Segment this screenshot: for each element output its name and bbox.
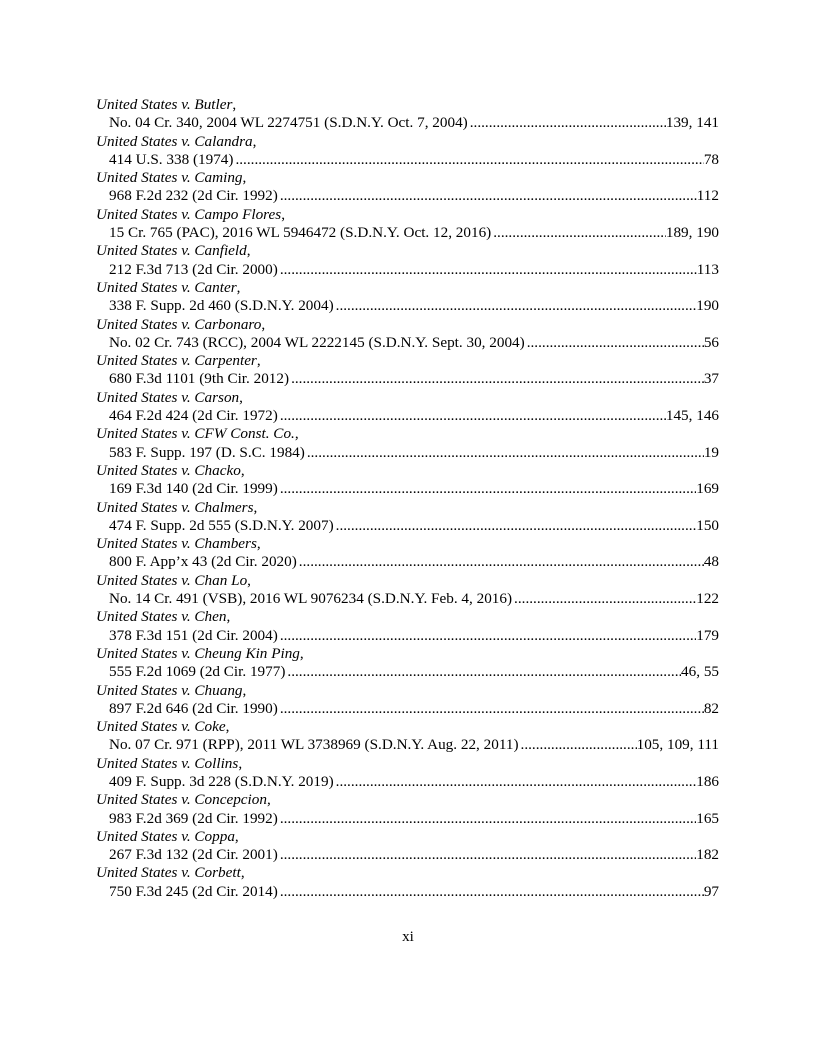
case-name-line — [96, 462, 719, 480]
case-name: United States v. Chen — [96, 608, 227, 626]
case-name-comma: , — [242, 169, 247, 187]
citation-line — [96, 480, 719, 498]
dot-leader — [278, 261, 697, 279]
authority-entry — [96, 242, 719, 279]
authority-entry — [96, 206, 719, 243]
citation: No. 14 Cr. 491 (VSB), 2016 WL 9076234 (S.D.N.Y. Feb. 4, 2016) — [109, 590, 513, 608]
authority-entry — [96, 425, 719, 462]
case-name-line — [96, 535, 719, 553]
page-references: 19 — [703, 443, 719, 461]
citation-line — [96, 444, 719, 462]
case-name: United States v. Calandra — [96, 132, 253, 150]
case-name: United States v. Chalmers — [96, 498, 254, 516]
case-name-comma: , — [239, 388, 243, 406]
citation: 414 U.S. 338 (1974) — [109, 150, 234, 168]
citation: 474 F. Supp. 2d 555 (S.D.N.Y. 2007) — [109, 516, 334, 534]
citation: 409 F. Supp. 3d 228 (S.D.N.Y. 2019) — [109, 772, 334, 790]
citation-line — [96, 846, 719, 864]
case-name-line — [96, 718, 719, 736]
case-name: United States v. Corbett — [96, 864, 241, 882]
citation: 464 F.2d 424 (2d Cir. 1972) — [109, 407, 278, 425]
case-name-comma: , — [238, 754, 243, 772]
dot-leader — [278, 480, 696, 498]
case-name-comma: , — [232, 96, 237, 113]
page-references: 179 — [696, 626, 719, 644]
dot-leader — [285, 663, 681, 681]
authority-entry — [96, 352, 719, 389]
citation-line — [96, 663, 719, 681]
case-name-comma: , — [240, 864, 245, 882]
authority-entry — [96, 864, 719, 901]
dot-leader — [297, 553, 704, 571]
case-name: United States v. Coke — [96, 718, 226, 736]
citation-line — [96, 773, 719, 791]
page-references: 105, 109, 111 — [636, 736, 719, 754]
case-name: United States v. Carson — [96, 388, 240, 406]
dot-leader — [305, 444, 704, 462]
authority-entry — [96, 535, 719, 572]
page-references: 82 — [703, 699, 719, 717]
case-name-comma: , — [234, 827, 239, 845]
page-references: 37 — [703, 370, 719, 388]
page-references: 190 — [696, 297, 719, 315]
case-name: United States v. Campo Flores — [96, 205, 282, 223]
citation: 338 F. Supp. 2d 460 (S.D.N.Y. 2004) — [109, 297, 334, 315]
dot-leader — [512, 590, 696, 608]
citation-line — [96, 883, 719, 901]
case-name-line — [96, 169, 719, 187]
citation-line — [96, 151, 719, 169]
case-name: United States v. Carpenter — [96, 352, 257, 370]
citation: 968 F.2d 232 (2d Cir. 1992) — [109, 187, 278, 205]
case-name-comma: , — [281, 205, 285, 223]
citation: 555 F.2d 1069 (2d Cir. 1977) — [109, 663, 286, 681]
case-name-comma: , — [240, 461, 245, 479]
page-references: 122 — [696, 590, 719, 608]
citation-line — [96, 187, 719, 205]
authority-entry — [96, 645, 719, 682]
authority-entry — [96, 608, 719, 645]
dot-leader — [468, 114, 666, 132]
dot-leader — [278, 700, 704, 718]
case-name-line — [96, 96, 719, 114]
citation-line — [96, 114, 719, 132]
citation: 680 F.3d 1101 (9th Cir. 2012) — [109, 370, 290, 388]
authority-entry — [96, 133, 719, 170]
case-name-line — [96, 572, 719, 590]
citation: 800 F. App’x 43 (2d Cir. 2020) — [109, 553, 297, 571]
dot-leader — [278, 883, 704, 901]
citation-line — [96, 407, 719, 425]
case-name-comma: , — [252, 132, 257, 150]
page-references: 165 — [696, 809, 719, 827]
dot-leader — [491, 224, 666, 242]
page-references: 139, 141 — [665, 114, 719, 132]
citation: 378 F.3d 151 (2d Cir. 2004) — [109, 626, 278, 644]
citation-line — [96, 297, 719, 315]
table-of-authorities — [96, 96, 719, 901]
page-references: 78 — [703, 150, 719, 168]
page-references: 186 — [696, 772, 719, 790]
dot-leader — [525, 334, 704, 352]
authority-entry — [96, 169, 719, 206]
case-name-line — [96, 206, 719, 224]
authority-entry — [96, 791, 719, 828]
dot-leader — [334, 297, 697, 315]
page-references: 169 — [696, 480, 719, 498]
dot-leader — [278, 846, 696, 864]
citation: 983 F.2d 369 (2d Cir. 1992) — [109, 809, 278, 827]
case-name: United States v. Butler — [96, 96, 233, 113]
case-name: United States v. Canfield — [96, 242, 247, 260]
case-name-comma: , — [261, 315, 266, 333]
citation: No. 07 Cr. 971 (RPP), 2011 WL 3738969 (S.D.N.Y. Aug. 22, 2011) — [109, 736, 519, 754]
case-name-line — [96, 425, 719, 443]
case-name-line — [96, 645, 719, 663]
case-name-line — [96, 389, 719, 407]
case-name-line — [96, 608, 719, 626]
authority-entry — [96, 682, 719, 719]
citation: 897 F.2d 646 (2d Cir. 1990) — [109, 699, 278, 717]
case-name-comma: , — [225, 718, 230, 736]
page-references: 182 — [696, 846, 719, 864]
citation: 15 Cr. 765 (PAC), 2016 WL 5946472 (S.D.N.Y. Oct. 12, 2016) — [109, 224, 492, 242]
authority-entry — [96, 279, 719, 316]
citation-line — [96, 590, 719, 608]
case-name-line — [96, 499, 719, 517]
dot-leader — [278, 407, 666, 425]
dot-leader — [233, 151, 703, 169]
citation-line — [96, 224, 719, 242]
case-name: United States v. Canter — [96, 278, 237, 296]
case-name: United States v. Chan Lo — [96, 571, 248, 589]
case-name-line — [96, 352, 719, 370]
citation-line — [96, 517, 719, 535]
page-references: 48 — [703, 553, 719, 571]
citation: 169 F.3d 140 (2d Cir. 1999) — [109, 480, 278, 498]
citation: No. 04 Cr. 340, 2004 WL 2274751 (S.D.N.Y. Oct. 7, 2004) — [109, 114, 468, 132]
case-name: United States v. Chacko — [96, 461, 241, 479]
case-name-comma: , — [247, 571, 251, 589]
authority-entry — [96, 389, 719, 426]
case-name-line — [96, 682, 719, 700]
case-name-line — [96, 279, 719, 297]
citation-line — [96, 700, 719, 718]
authority-entry — [96, 755, 719, 792]
page-references: 150 — [696, 516, 719, 534]
case-name-line — [96, 242, 719, 260]
authority-entry — [96, 462, 719, 499]
case-name: United States v. Concepcion — [96, 791, 267, 809]
citation-line — [96, 810, 719, 828]
authority-entry — [96, 718, 719, 755]
case-name-line — [96, 828, 719, 846]
case-name: United States v. CFW Const. Co. — [96, 425, 295, 443]
dot-leader — [278, 187, 697, 205]
page-references: 112 — [696, 187, 719, 205]
case-name-line — [96, 316, 719, 334]
citation: 267 F.3d 132 (2d Cir. 2001) — [109, 846, 278, 864]
case-name-comma: , — [299, 644, 304, 662]
citation-line — [96, 334, 719, 352]
case-name-comma: , — [226, 608, 231, 626]
case-name: United States v. Carbonaro — [96, 315, 262, 333]
case-name-comma: , — [253, 498, 258, 516]
case-name-comma: , — [266, 791, 271, 809]
citation-line — [96, 370, 719, 388]
case-name: United States v. Chuang — [96, 681, 243, 699]
case-name-comma: , — [246, 242, 251, 260]
page-number: xi — [402, 928, 414, 945]
dot-leader — [278, 627, 696, 645]
case-name: United States v. Cheung Kin Ping — [96, 644, 300, 662]
page-references: 46, 55 — [681, 663, 719, 681]
dot-leader — [278, 810, 696, 828]
citation-line — [96, 553, 719, 571]
case-name: United States v. Chambers — [96, 535, 257, 553]
citation: No. 02 Cr. 743 (RCC), 2004 WL 2222145 (S.D.N.Y. Sept. 30, 2004) — [109, 333, 525, 351]
citation-line — [96, 736, 719, 754]
authority-entry — [96, 828, 719, 865]
case-name: United States v. Coppa — [96, 827, 235, 845]
case-name-line — [96, 791, 719, 809]
case-name: United States v. Collins — [96, 754, 239, 772]
case-name-line — [96, 133, 719, 151]
case-name-comma: , — [256, 352, 261, 370]
citation: 212 F.3d 713 (2d Cir. 2000) — [109, 260, 278, 278]
authority-entry — [96, 499, 719, 536]
page-references: 56 — [703, 333, 719, 351]
authority-entry — [96, 316, 719, 353]
citation: 583 F. Supp. 197 (D. S.C. 1984) — [109, 443, 305, 461]
citation-line — [96, 261, 719, 279]
dot-leader — [334, 773, 697, 791]
page-references: 189, 190 — [665, 224, 719, 242]
citation-line — [96, 627, 719, 645]
page-references: 113 — [696, 260, 719, 278]
dot-leader — [289, 370, 704, 388]
case-name: United States v. Caming — [96, 169, 243, 187]
case-name-comma: , — [242, 681, 247, 699]
case-name-line — [96, 864, 719, 882]
page-references: 145, 146 — [665, 407, 719, 425]
dot-leader — [519, 736, 637, 754]
case-name-comma: , — [256, 535, 261, 553]
authority-entry — [96, 572, 719, 609]
case-name-comma: , — [294, 425, 299, 443]
case-name-comma: , — [236, 278, 241, 296]
authority-entry — [96, 96, 719, 133]
dot-leader — [334, 517, 697, 535]
page-references: 97 — [703, 882, 719, 900]
citation: 750 F.3d 245 (2d Cir. 2014) — [109, 882, 278, 900]
case-name-line — [96, 755, 719, 773]
